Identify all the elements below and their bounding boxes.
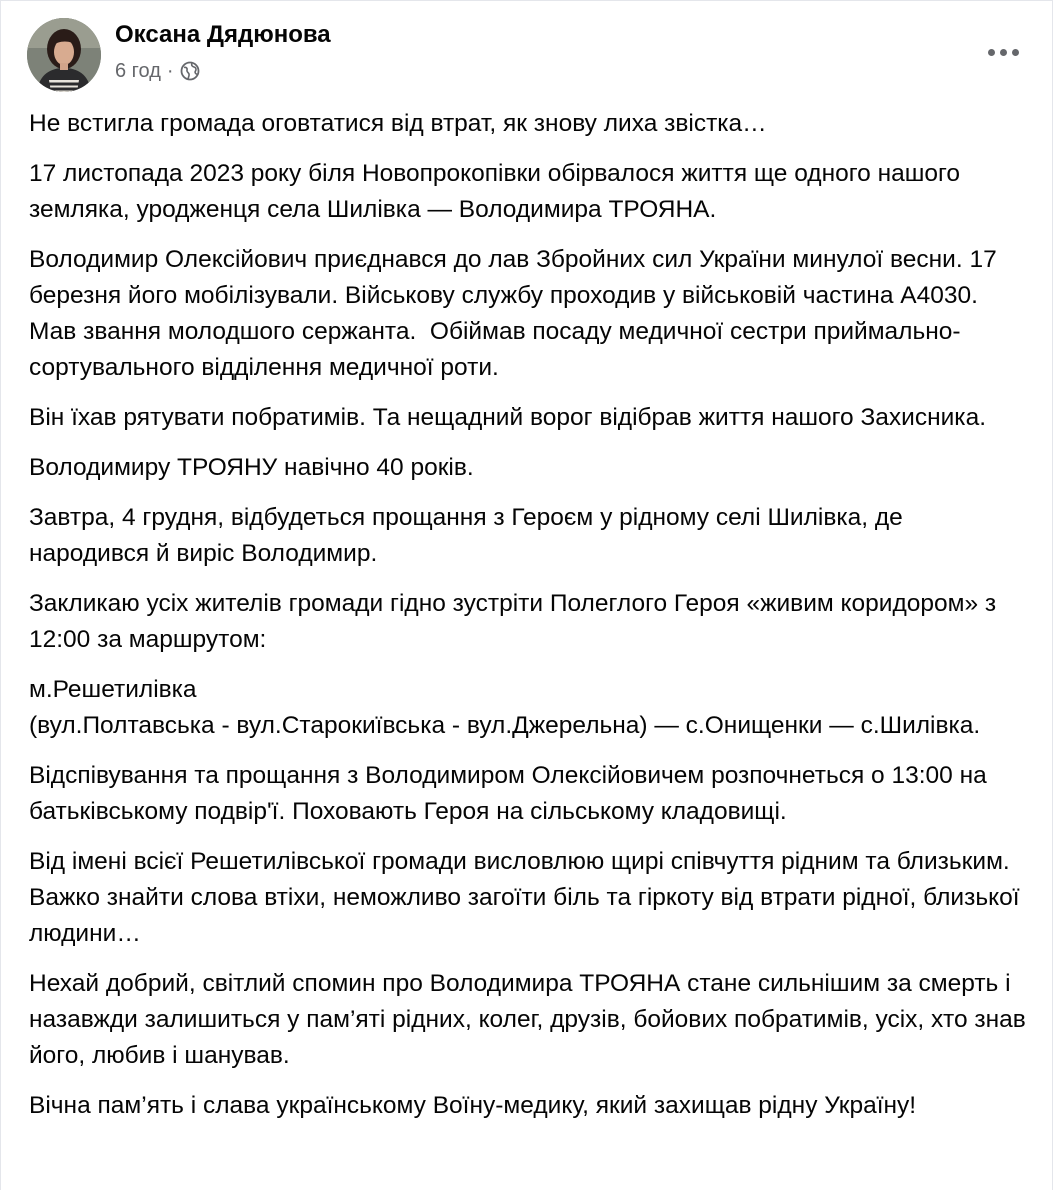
post-paragraph: Не встигла громада оговтатися від втрат, як знову лиха звістка…	[29, 110, 767, 137]
post-meta	[115, 57, 200, 85]
post-paragraph: Відспівування та прощання з Володимиром Олексійовичем розпочнеться о 13:00 на батьківському подвір'ї. Поховають Героя на сільському кладовищі.	[29, 762, 994, 825]
post-paragraph: 17 листопада 2023 року біля Новопрокопівки обірвалося життя ще одного нашого земляка, уродженця села Шилівка — Володимира ТРОЯНА.	[29, 160, 967, 223]
author-avatar[interactable]	[27, 18, 101, 92]
post-paragraph: м.Решетилівка (вул.Полтавська - вул.Старокиївська - вул.Джерельна) — с.Онищенки — с.Шилівка.	[29, 676, 981, 739]
post-options-button[interactable]	[980, 34, 1026, 70]
meta-separator: ·	[166, 59, 174, 82]
post-timestamp[interactable]: 6 год	[115, 59, 161, 82]
ukraine-flag-icon	[918, 1094, 948, 1116]
more-dot	[988, 49, 995, 56]
post-paragraph: Він їхав рятувати побратимів. Та нещадний ворог відібрав життя нашого Захисника.	[29, 404, 986, 431]
post-paragraph: Володимир Олексійович приєднався до лав Збройних сил України минулої весни. 17 березня його мобілізували. Військову службу проходив у військовій частина А4030. Мав звання молодшого сержанта. Обіймав посаду медичної сестри приймально-сортувального відділення медичної роти.	[29, 246, 1004, 381]
post-last-paragraph	[29, 1088, 1029, 1124]
more-horizontal-icon	[988, 49, 1019, 56]
post-paragraph: Завтра, 4 грудня, відбудеться прощання з Героєм у рідному селі Шилівка, де народився й виріс Володимир.	[29, 504, 910, 567]
more-dot	[1012, 49, 1019, 56]
post-paragraph: Закликаю усіх жителів громади гідно зустріти Полеглого Героя «живим коридором» з 12:00 за маршрутом:	[29, 590, 1003, 653]
globe-icon[interactable]	[180, 61, 200, 81]
post-paragraph: Володимиру ТРОЯНУ навічно 40 років.	[29, 454, 474, 481]
post-body	[29, 106, 1033, 1138]
post-paragraph: Від імені всієї Решетилівської громади висловлюю щирі співчуття рідним та близьким. Важко знайти слова втіхи, неможливо загоїти біль та гіркоту від втрати рідної, близької людини…	[29, 848, 1027, 947]
avatar-photo	[27, 18, 101, 92]
author-name[interactable]: Оксана Дядюнова	[115, 21, 331, 48]
more-dot	[1000, 49, 1007, 56]
post-paragraph: Нехай добрий, світлий спомин про Володимира ТРОЯНА стане сильнішим за смерть і назавжди залишиться у пам’яті рідних, колег, друзів, бойових побратимів, усіх, хто знав його, любив і шанував.	[29, 970, 1033, 1069]
post-paragraph-text: Вічна пам’ять і слава українському Воїну-медику, який захищав рідну Україну!	[29, 1092, 917, 1119]
post-header	[27, 16, 1026, 92]
